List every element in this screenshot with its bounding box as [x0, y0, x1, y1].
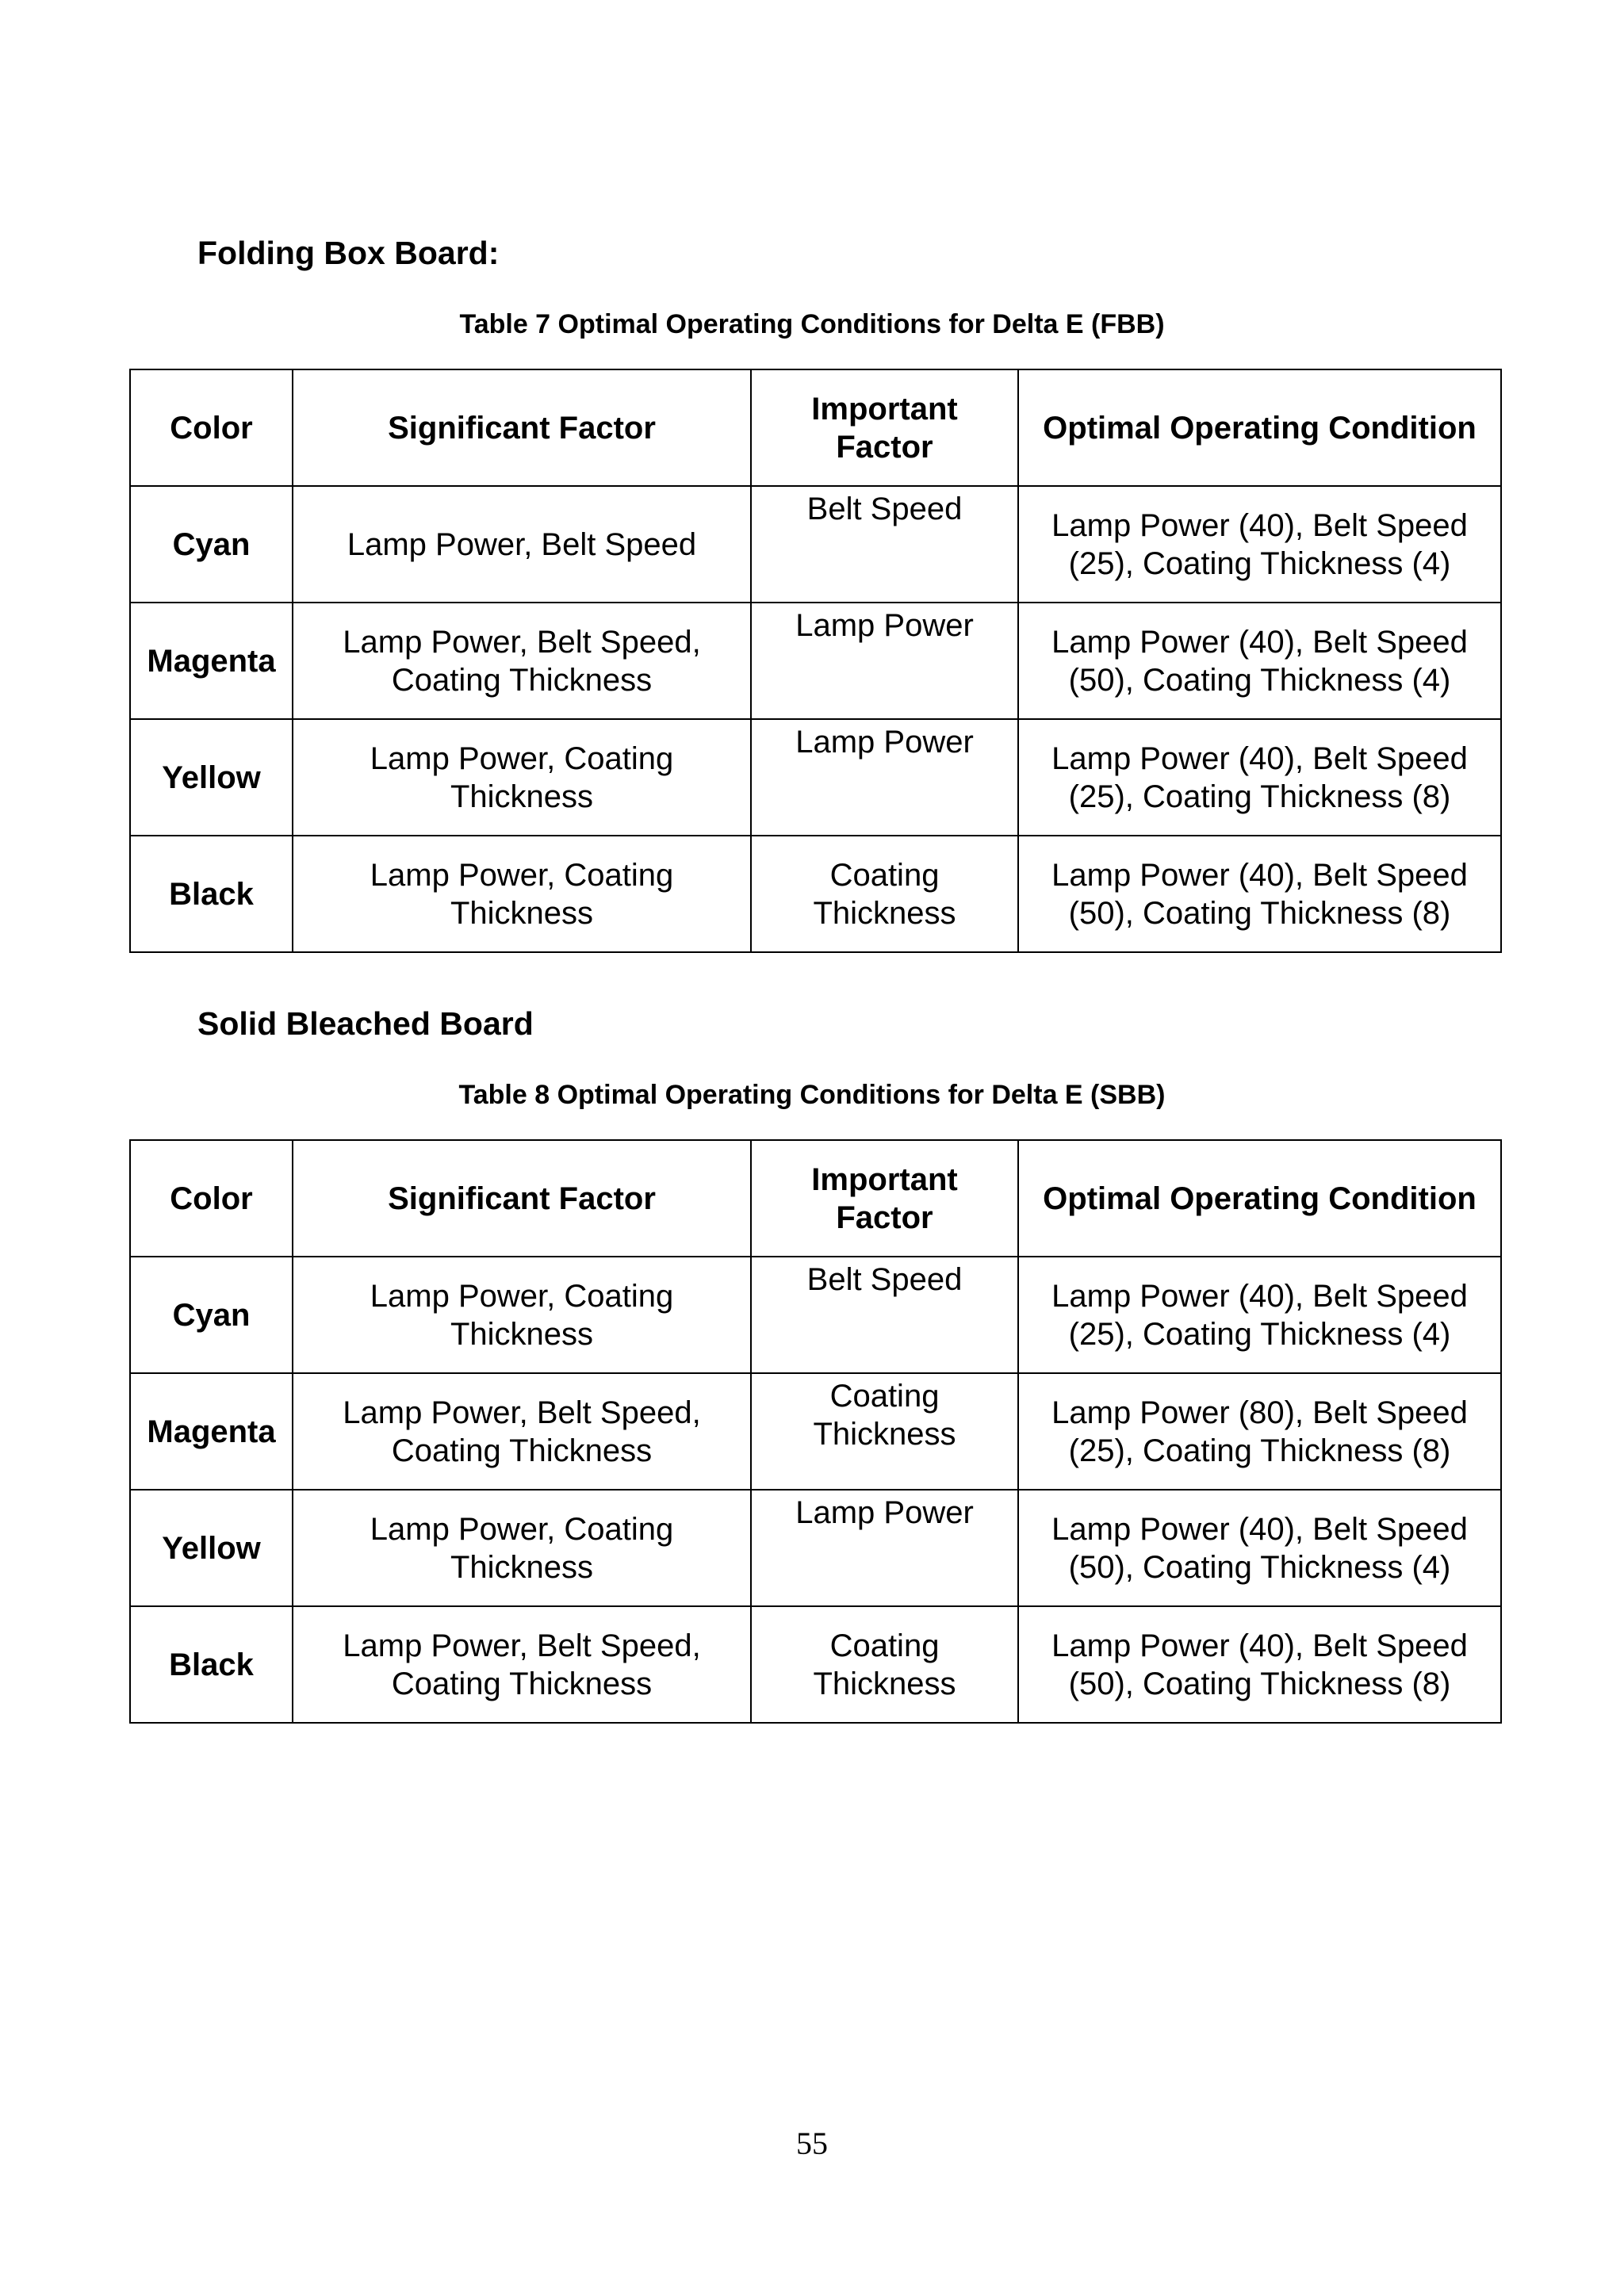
important-factor-cell: Belt Speed [751, 486, 1018, 603]
table-row [130, 1373, 1501, 1490]
important-factor-cell: Coating Thickness [751, 1606, 1018, 1723]
header-significant-factor: Significant Factor [293, 369, 751, 486]
optimal-condition-cell: Lamp Power (40), Belt Speed (25), Coating Thickness (8) [1018, 719, 1501, 836]
header-important-factor: Important Factor [751, 1140, 1018, 1257]
color-cell: Black [130, 1606, 293, 1723]
optimal-condition-cell: Lamp Power (40), Belt Speed (25), Coating Thickness (4) [1018, 486, 1501, 603]
table-row [130, 836, 1501, 952]
significant-factor-cell: Lamp Power, Coating Thickness [293, 1490, 751, 1606]
color-cell: Black [130, 836, 293, 952]
color-cell: Magenta [130, 1373, 293, 1490]
optimal-condition-cell: Lamp Power (40), Belt Speed (50), Coating Thickness (8) [1018, 836, 1501, 952]
optimal-condition-cell: Lamp Power (40), Belt Speed (50), Coating Thickness (8) [1018, 1606, 1501, 1723]
table-row [130, 1257, 1501, 1373]
section-heading-sbb: Solid Bleached Board [197, 1005, 534, 1042]
important-factor-cell: Lamp Power [751, 603, 1018, 719]
header-significant-factor: Significant Factor [293, 1140, 751, 1257]
optimal-condition-cell: Lamp Power (80), Belt Speed (25), Coating Thickness (8) [1018, 1373, 1501, 1490]
significant-factor-cell: Lamp Power, Coating Thickness [293, 1257, 751, 1373]
header-color: Color [130, 1140, 293, 1257]
important-factor-cell: Lamp Power [751, 1490, 1018, 1606]
color-cell: Cyan [130, 486, 293, 603]
important-factor-cell: Coating Thickness [751, 1373, 1018, 1490]
color-cell: Cyan [130, 1257, 293, 1373]
table-header-row [130, 1140, 1501, 1257]
important-factor-cell: Coating Thickness [751, 836, 1018, 952]
color-cell: Yellow [130, 1490, 293, 1606]
table-row [130, 1490, 1501, 1606]
table-7-caption: Table 7 Optimal Operating Conditions for Delta E (FBB) [459, 309, 1165, 339]
table-row [130, 1606, 1501, 1723]
important-factor-cell: Belt Speed [751, 1257, 1018, 1373]
table-8-caption: Table 8 Optimal Operating Conditions for Delta E (SBB) [458, 1080, 1166, 1110]
significant-factor-cell: Lamp Power, Belt Speed [293, 486, 751, 603]
header-color: Color [130, 369, 293, 486]
significant-factor-cell: Lamp Power, Belt Speed, Coating Thickness [293, 1606, 751, 1723]
significant-factor-cell: Lamp Power, Belt Speed, Coating Thickness [293, 1373, 751, 1490]
table-row [130, 719, 1501, 836]
optimal-condition-cell: Lamp Power (40), Belt Speed (50), Coating Thickness (4) [1018, 603, 1501, 719]
header-optimal-condition: Optimal Operating Condition [1018, 369, 1501, 486]
table-7-fbb [129, 369, 1502, 953]
optimal-condition-cell: Lamp Power (40), Belt Speed (25), Coating Thickness (4) [1018, 1257, 1501, 1373]
table-row [130, 486, 1501, 603]
color-cell: Yellow [130, 719, 293, 836]
color-cell: Magenta [130, 603, 293, 719]
significant-factor-cell: Lamp Power, Belt Speed, Coating Thickness [293, 603, 751, 719]
optimal-condition-cell: Lamp Power (40), Belt Speed (50), Coating Thickness (4) [1018, 1490, 1501, 1606]
important-factor-cell: Lamp Power [751, 719, 1018, 836]
significant-factor-cell: Lamp Power, Coating Thickness [293, 836, 751, 952]
header-optimal-condition: Optimal Operating Condition [1018, 1140, 1501, 1257]
page-number: 55 [796, 2126, 828, 2161]
table-8-sbb [129, 1139, 1502, 1724]
significant-factor-cell: Lamp Power, Coating Thickness [293, 719, 751, 836]
header-important-factor: Important Factor [751, 369, 1018, 486]
section-heading-fbb: Folding Box Board: [197, 235, 500, 271]
table-row [130, 603, 1501, 719]
table-header-row [130, 369, 1501, 486]
